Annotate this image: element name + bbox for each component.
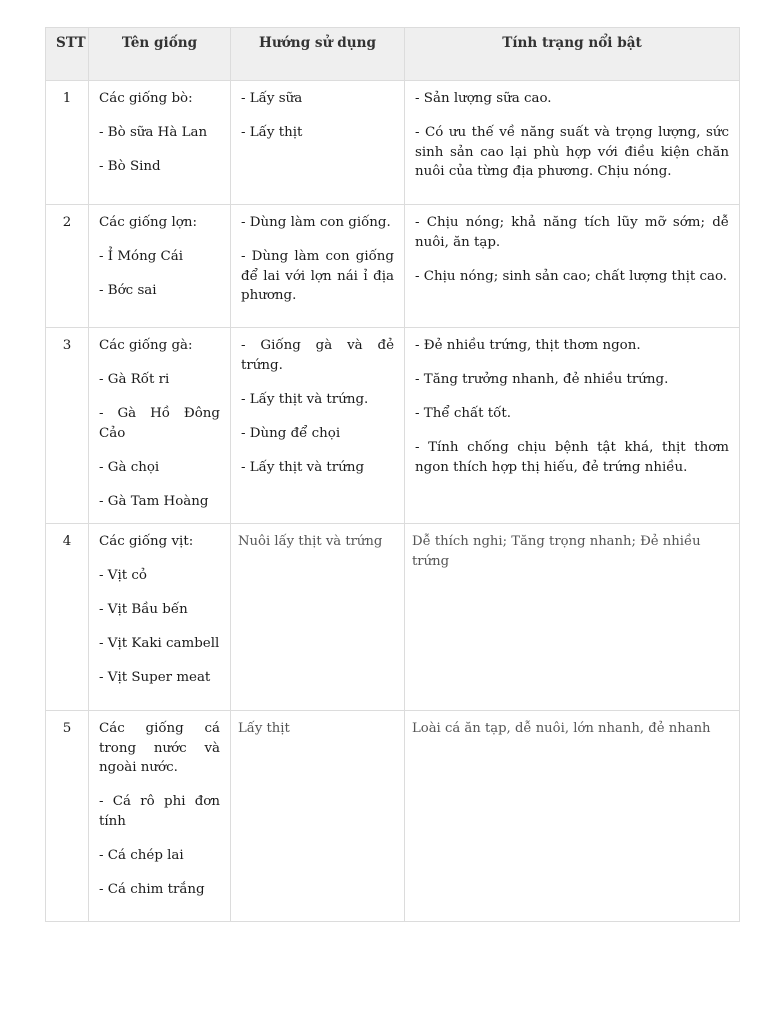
name-line: - Cá chép lai (99, 847, 184, 863)
usage-line: Lấy thịt (238, 721, 290, 736)
name-line: - Cá chim trắng (99, 881, 205, 897)
usage-line: - Lấy thịt và trứng (241, 459, 365, 475)
row-traits (405, 205, 740, 328)
usage-line: - Lấy sữa (241, 91, 303, 106)
name-line: - Ỉ Móng Cái (99, 249, 184, 264)
row-usage (231, 328, 405, 524)
row-traits (405, 81, 740, 205)
name-line: Các giống bò: (99, 91, 193, 106)
traits-line: - Tính chống chịu bệnh tật khá, thịt thơm ngon thích hợp thị hiếu, đẻ trứng nhiều. (415, 440, 729, 475)
table-row (46, 524, 740, 711)
name-line: - Bớc sai (99, 283, 157, 298)
name-line: - Vịt Kaki cambell (99, 636, 220, 651)
name-line: - Gà Rốt ri (99, 372, 170, 387)
traits-line: - Đẻ nhiều trứng, thịt thơm ngon. (415, 338, 641, 353)
name-line: - Vịt Bầu bến (99, 602, 188, 617)
row-name (89, 711, 231, 922)
header-row (46, 28, 740, 81)
name-line: - Vịt cỏ (99, 568, 147, 583)
row-traits (405, 711, 740, 922)
traits-line: - Chịu nóng; khả năng tích lũy mỡ sớm; dễ nuôi, ăn tạp. (415, 215, 729, 250)
row-usage (231, 524, 405, 711)
row-stt: 3 (46, 328, 89, 524)
row-name (89, 328, 231, 524)
traits-line: - Sản lượng sữa cao. (415, 91, 552, 106)
name-line: Các giống gà: (99, 338, 193, 353)
row-usage (231, 205, 405, 328)
usage-line: - Giống gà và đẻ trứng. (241, 338, 394, 373)
name-line: - Gà chọi (99, 459, 160, 475)
traits-line: - Thể chất tốt. (415, 406, 512, 421)
name-line: - Vịt Super meat (99, 670, 211, 685)
row-stt: 4 (46, 524, 89, 711)
traits-line: - Tăng trưởng nhanh, đẻ nhiều trứng. (415, 372, 669, 387)
traits-line: Loài cá ăn tạp, dễ nuôi, lớn nhanh, đẻ nhanh (412, 721, 711, 736)
table-row (46, 328, 740, 524)
name-line: - Gà Hồ Đông Cảo (99, 406, 220, 441)
row-name (89, 205, 231, 328)
name-line: Các giống lợn: (99, 215, 197, 230)
usage-line: - Lấy thịt (241, 125, 303, 140)
traits-line: - Chịu nóng; sinh sản cao; chất lượng thịt cao. (415, 268, 728, 284)
row-stt: 5 (46, 711, 89, 922)
breeds-table (45, 27, 740, 922)
name-line: - Bò sữa Hà Lan (99, 125, 208, 140)
usage-line: Nuôi lấy thịt và trứng (238, 534, 383, 549)
name-line: Các giống vịt: (99, 534, 194, 549)
usage-line: - Dùng để chọi (241, 425, 341, 441)
row-stt: 2 (46, 205, 89, 328)
row-name (89, 81, 231, 205)
traits-line: - Có ưu thế về năng suất và trọng lượng, sức sinh sản cao lại phù hợp với điều kiện chăn nuôi của từng địa phương. Chịu nóng. (415, 125, 729, 179)
row-traits (405, 328, 740, 524)
name-line: - Cá rô phi đơn tính (99, 794, 220, 829)
name-line: - Gà Tam Hoàng (99, 493, 209, 509)
row-stt: 1 (46, 81, 89, 205)
name-line: - Bò Sind (99, 159, 161, 174)
row-usage (231, 711, 405, 922)
table-row (46, 711, 740, 922)
usage-line: - Dùng làm con giống. (241, 215, 391, 230)
header-stt: STT (46, 28, 89, 81)
header-usage: Hướng sử dụng (231, 28, 405, 81)
usage-line: - Dùng làm con giống để lai với lợn nái ỉ địa phương. (241, 249, 394, 303)
row-name (89, 524, 231, 711)
table-row (46, 81, 740, 205)
table-row (46, 205, 740, 328)
header-traits: Tính trạng nổi bật (405, 28, 740, 81)
row-traits (405, 524, 740, 711)
traits-line: Dễ thích nghi; Tăng trọng nhanh; Đẻ nhiều trứng (412, 534, 701, 569)
usage-line: - Lấy thịt và trứng. (241, 391, 369, 407)
header-name: Tên giống (89, 28, 231, 81)
name-line: Các giống cá trong nước và ngoài nước. (99, 721, 220, 775)
row-usage (231, 81, 405, 205)
